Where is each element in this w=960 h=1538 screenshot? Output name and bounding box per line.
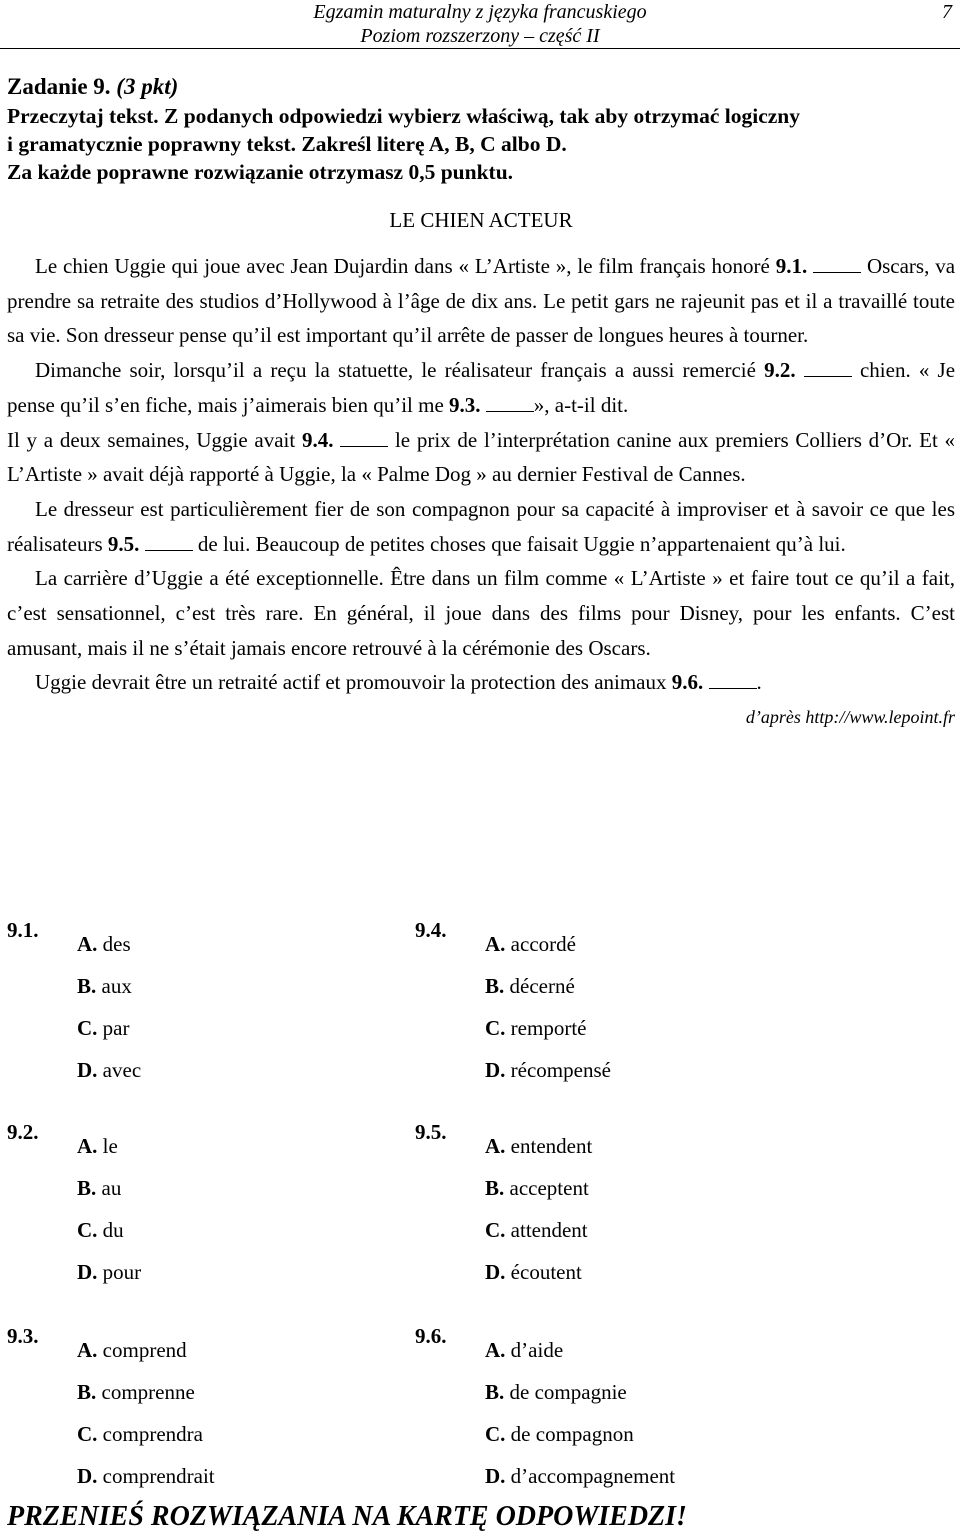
answer-gap [340,428,388,447]
answer-option[interactable]: A. le [77,1134,118,1158]
task-heading [7,72,957,186]
question-number: 9.2. [7,1120,39,1144]
answer-option[interactable]: D. avec [77,1058,142,1082]
paragraph-4: Le dresseur est particulièrement fier de son compagnon pour sa capacité à improviser et à savoir ce que les réalisateurs 9.5. de lui. Beaucoup de petites choses que faisait Uggie n’appartenaient qu’à lui. [7,496,955,556]
question-number: 9.3. [7,1324,39,1348]
answer-option[interactable]: D. récompensé [485,1058,611,1082]
answer-gap [804,358,852,377]
transfer-answers-notice: PRZENIEŚ ROZWIĄZANIA NA KARTĘ ODPOWIEDZI! [7,1501,687,1532]
answer-option[interactable]: A. accordé [485,932,576,956]
paragraph-6: Uggie devrait être un retraité actif et promouvoir la protection des animaux 9.6. . [35,670,762,695]
page-number: 7 [942,1,952,23]
answer-option[interactable]: D. d’accompagnement [485,1464,676,1488]
question-number: 9.4. [415,918,447,942]
page-header [0,0,960,50]
question-number: 9.1. [7,918,39,942]
paragraph-2: Dimanche soir, lorsqu’il a reçu la statuette, le réalisateur français a aussi remercié 9.2. chien. « Je pense qu’il s’en fiche, mais j’aimerais bien qu’il me 9.3. », a-t-il dit. [7,358,956,417]
answer-option[interactable]: B. acceptent [485,1176,589,1200]
answer-option[interactable]: C. attendent [485,1218,588,1242]
gap-number: 9.3. [449,392,481,417]
answer-option[interactable]: B. de compagnie [485,1380,627,1404]
gap-number: 9.4. [301,427,334,452]
instruction-line: Za każde poprawne rozwiązanie otrzymasz 0,5 punktu. [7,160,514,184]
paragraph-5: La carrière d’Uggie a été exceptionnelle. Être dans un film comme « L’Artiste » et faire tout ce qu’il a fait, c’est sensationnel, c’est très rare. En général, il joue dans des films pour Disney, pour les enfants. C’est amusant, mais il ne s’était jamais encore retrouvé à la cérémonie des Oscars. [7,566,955,660]
gap-number: 9.6. [671,670,704,695]
answer-option[interactable]: D. écoutent [485,1260,582,1284]
answer-option[interactable]: B. au [77,1176,122,1200]
gap-number: 9.5. [107,531,140,556]
answer-option[interactable]: D. pour [77,1260,142,1284]
header-divider [0,48,960,49]
answer-gap [709,670,757,689]
answer-option[interactable]: B. comprenne [77,1380,195,1404]
text-title: LE CHIEN ACTEUR [389,208,573,232]
gap-number: 9.1. [775,254,808,278]
answer-option[interactable]: C. remporté [485,1016,587,1040]
reading-text [7,205,955,732]
question-number: 9.6. [415,1324,447,1348]
answer-option[interactable]: C. par [77,1016,130,1040]
gap-number: 9.2. [764,358,796,383]
question-number: 9.5. [415,1120,447,1144]
answer-option[interactable]: A. d’aide [485,1338,564,1362]
answer-option[interactable]: D. comprendrait [77,1464,215,1488]
answer-gap [813,254,861,273]
task-title [7,72,957,102]
answer-option[interactable]: A. des [77,932,131,956]
answer-option[interactable]: B. décerné [485,974,575,998]
answer-option[interactable]: A. comprend [77,1338,187,1362]
answer-gap [486,393,534,412]
exam-level: Poziom rozszerzony – część II [360,25,600,47]
paragraph-1: Le chien Uggie qui joue avec Jean Dujardin dans « L’Artiste », le film français honoré 9.1. Oscars, va prendre sa retraite des studios d’Hollywood à l’âge de dix ans. Le petit gars ne rajeunit pas et il a travaillé toute sa vie. Son dresseur pense qu’il est important qu’il arrête de passer de longues heures à tourner. [7,254,956,348]
paragraph-3: Il y a deux semaines, Uggie avait 9.4. le prix de l’interprétation canine aux premiers Colliers d’Or. Et « L’Artiste » avait déjà rapporté à Uggie, la « Palme Dog » au dernier Festival de Cannes. [7,427,956,487]
answer-option[interactable]: A. entendent [485,1134,593,1158]
answer-option[interactable]: C. comprendra [77,1422,203,1446]
exam-header [300,0,660,48]
exam-title: Egzamin maturalny z języka francuskiego [313,1,647,23]
instruction-line: Przeczytaj tekst. Z podanych odpowiedzi wybierz właściwą, tak aby otrzymać logiczny [7,104,801,128]
answer-option[interactable]: C. du [77,1218,124,1242]
task-number: Zadanie 9. [7,74,111,99]
answer-gap [145,532,193,551]
answer-option[interactable]: C. de compagnon [485,1422,634,1446]
task-points: (3 pkt) [116,74,179,99]
instruction-line: i gramatycznie poprawny tekst. Zakreśl literę A, B, C albo D. [7,132,567,156]
answer-option[interactable]: B. aux [77,974,132,998]
source-citation: d’après http://www.lepoint.fr [745,707,955,728]
